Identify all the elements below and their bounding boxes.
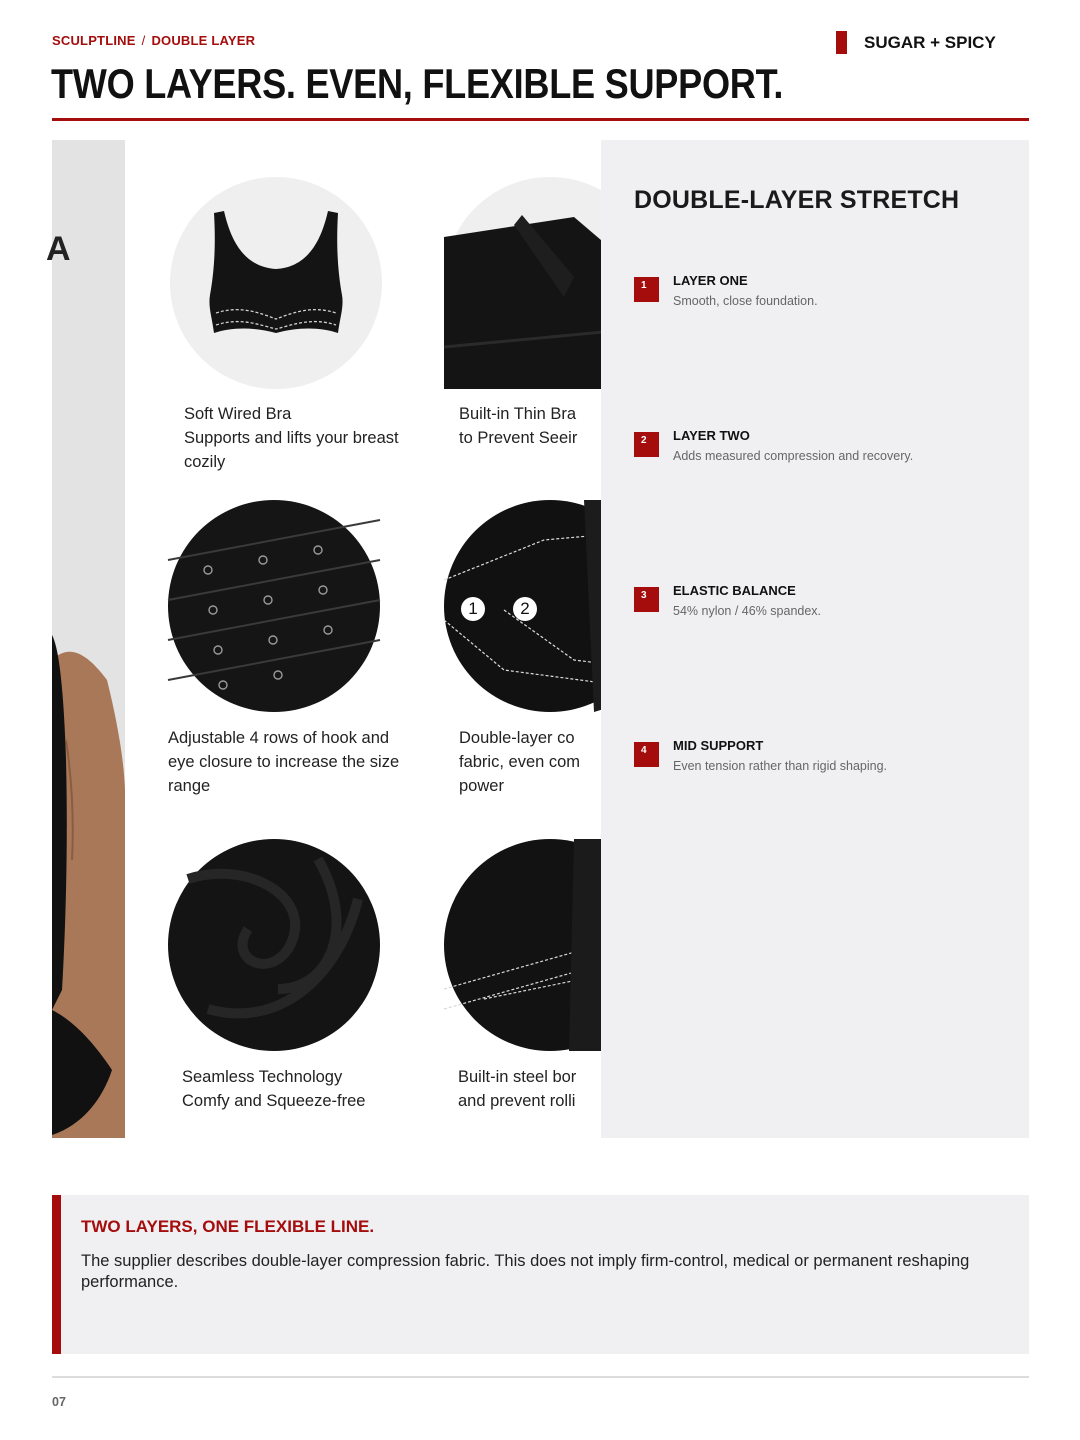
- spec-name: LAYER TWO: [673, 428, 750, 443]
- spec-number-badge: 2: [634, 432, 659, 457]
- feature-caption: [458, 1065, 576, 1113]
- spec-panel-title: DOUBLE-LAYER STRETCH: [634, 186, 960, 214]
- feature-caption-line: Soft Wired Bra: [184, 405, 292, 423]
- feature-caption-line: Supports and lifts your breast: [184, 429, 399, 447]
- spec-name: ELASTIC BALANCE: [673, 583, 796, 598]
- breadcrumb: [52, 33, 255, 48]
- brand-mark-icon: [836, 31, 847, 54]
- breadcrumb-separator: /: [141, 33, 146, 48]
- disclaimer-note: [52, 1195, 1029, 1354]
- model-photo-letter: A: [46, 230, 71, 268]
- feature-caption-line: range: [168, 777, 211, 795]
- product-image: [46, 140, 581, 1138]
- spec-description: Adds measured compression and recovery.: [673, 449, 914, 463]
- feature-caption-line: and prevent rolli: [458, 1092, 576, 1110]
- brand-name: SUGAR + SPICY: [864, 32, 996, 52]
- bra-product-icon: [170, 177, 382, 389]
- feature-caption: [168, 726, 399, 798]
- feature-caption-line: Adjustable 4 rows of hook and: [168, 729, 390, 747]
- title-divider: [52, 118, 1029, 121]
- feature-caption-line: cozily: [184, 453, 226, 471]
- seamless-fabric-icon: [168, 839, 380, 1051]
- spec-number-badge: 1: [634, 277, 659, 302]
- page-title: TWO LAYERS. EVEN, FLEXIBLE SUPPORT.: [51, 60, 784, 107]
- fabric-layer-marker: 1: [461, 597, 485, 621]
- spec-number-badge: 3: [634, 587, 659, 612]
- footer-divider: [52, 1376, 1029, 1378]
- note-accent-bar: [52, 1195, 61, 1354]
- fabric-layer-marker: 2: [513, 597, 537, 621]
- feature-caption-line: Built-in steel bor: [458, 1068, 577, 1086]
- breadcrumb-page: DOUBLE LAYER: [151, 33, 256, 48]
- feature-caption-line: to Prevent Seeir: [459, 429, 578, 447]
- feature-caption-line: Built-in Thin Bra: [459, 405, 577, 423]
- breadcrumb-section: SCULPTLINE: [52, 33, 136, 48]
- feature-caption: [459, 402, 577, 450]
- model-photo: [46, 140, 125, 1138]
- page-number: 07: [52, 1395, 66, 1409]
- spec-description: Even tension rather than rigid shaping.: [673, 759, 888, 773]
- model-figure-icon: [52, 140, 125, 1138]
- spec-description: Smooth, close foundation.: [673, 294, 818, 308]
- spec-description: 54% nylon / 46% spandex.: [673, 604, 822, 618]
- feature-caption-line: eye closure to increase the size: [168, 753, 400, 771]
- brand: [836, 31, 996, 54]
- feature-caption: [182, 1065, 365, 1113]
- hook-eye-closure-icon: [168, 500, 380, 712]
- note-heading: TWO LAYERS, ONE FLEXIBLE LINE.: [81, 1217, 375, 1236]
- spec-name: LAYER ONE: [673, 273, 748, 288]
- feature-caption: [459, 726, 580, 798]
- spec-panel: [601, 140, 1029, 1138]
- feature-caption-line: Double-layer co: [459, 729, 575, 747]
- feature-caption-line: Seamless Technology: [182, 1068, 343, 1086]
- note-text: The supplier describes double-layer compression fabric. This does not imply firm-control, medical or permanent reshaping performance.: [81, 1252, 970, 1291]
- spec-name: MID SUPPORT: [673, 738, 764, 753]
- feature-caption-line: fabric, even com: [459, 753, 581, 771]
- feature-caption-line: Comfy and Squeeze-free: [182, 1092, 366, 1110]
- spec-number-badge: 4: [634, 742, 659, 767]
- feature-caption: [184, 402, 399, 474]
- feature-caption-line: power: [459, 777, 504, 795]
